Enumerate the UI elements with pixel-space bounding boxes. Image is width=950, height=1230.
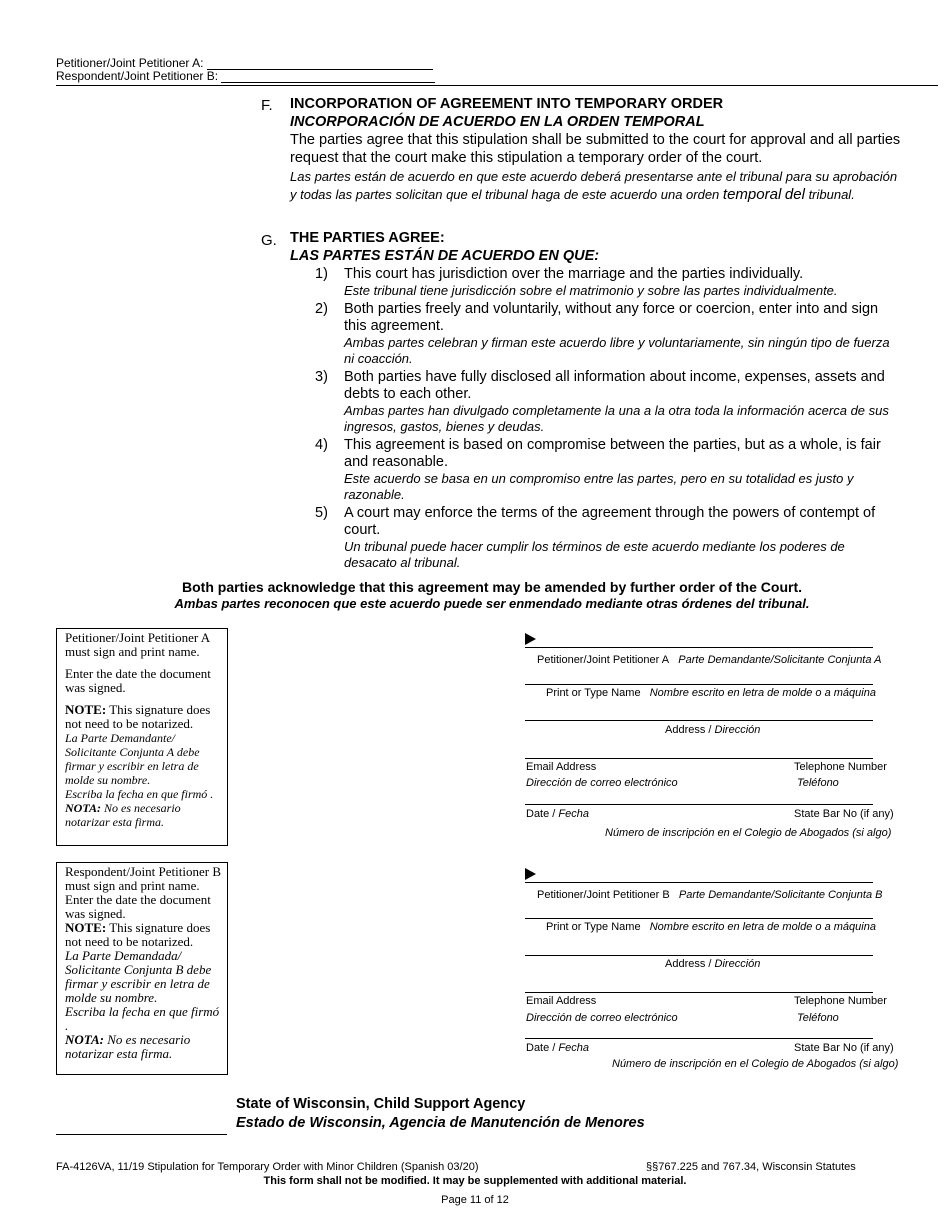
sig-a-phone-en: Telephone Number: [794, 761, 887, 773]
sig-b-address-es: Dirección: [714, 958, 761, 970]
acknowledgement: [0, 579, 950, 612]
sig-a-phone-es: Teléfono: [797, 777, 839, 789]
sig-a-print-en: Print or Type Name: [546, 687, 641, 699]
sig-b-party: [537, 889, 882, 902]
item-text-es: Este tribunal tiene jurisdicción sobre el matrimonio y sobre las partes individualmente.: [344, 283, 838, 298]
box-b-note-label: NOTE:: [65, 920, 107, 935]
sig-b-party-es: Parte Demandante/Solicitante Conjunta B: [678, 889, 883, 901]
sig-a-party: [537, 654, 881, 667]
item-text-es: Un tribunal puede hacer cumplir los términos de este acuerdo mediante los poderes de desacato al tribunal.: [344, 539, 845, 570]
section-f-title-es: INCORPORACIÓN DE ACUERDO EN LA ORDEN TEMPORAL: [290, 114, 705, 130]
sig-b-address: [665, 958, 760, 971]
section-g-header: [290, 230, 905, 265]
print-name-line-b[interactable]: [525, 918, 873, 919]
section-f-body-es-big-2: del: [784, 186, 805, 203]
agreement-item: [315, 505, 900, 571]
sig-a-party-en: Petitioner/Joint Petitioner A: [537, 654, 670, 666]
page-number: Page 11 of 12: [441, 1194, 509, 1206]
instruction-box-a: [56, 628, 228, 846]
acknowledgement-es: Ambas partes reconocen que este acuerdo puede ser enmendado mediante otras órdenes del tribunal.: [174, 596, 810, 611]
item-number: 2): [315, 301, 328, 317]
item-number: 1): [315, 266, 328, 282]
box-b-note-text: This signature does not need to be notarized.: [65, 920, 211, 949]
sig-a-party-es: Parte Demandante/Solicitante Conjunta A: [678, 654, 882, 666]
box-a-es-note-text: No es necesario notarizar esta firma.: [65, 801, 181, 829]
section-f-body-es-1: Las partes están de acuerdo en que este acuerdo deberá presentarse ante el tribunal para su aprobación y todas las partes solicitan que el tribunal haga de este acuerdo una orden: [290, 169, 898, 202]
sig-a-email-en: Email Address: [526, 761, 597, 773]
header-rule: [56, 85, 938, 86]
signature-line-a[interactable]: [525, 647, 873, 648]
box-b-es2: Escriba la fecha en que firmó .: [65, 1004, 220, 1033]
sig-b-party-en: Petitioner/Joint Petitioner B: [537, 889, 670, 901]
form-id: FA-4126VA, 11/19 Stipulation for Temporary Order with Minor Children (Spanish 03/20): [56, 1161, 479, 1173]
item-number: 5): [315, 505, 328, 521]
address-line-b[interactable]: [525, 955, 873, 956]
date-bar-line-b[interactable]: [525, 1038, 873, 1039]
petitioner-header-label: Petitioner/Joint Petitioner A:: [56, 56, 204, 70]
item-number: 4): [315, 437, 328, 453]
item-text-en: Both parties freely and voluntarily, without any force or coercion, enter into and sign this agreement.: [344, 301, 879, 334]
section-f-body-es-big-1: temporal: [722, 186, 782, 203]
respondent-name-blank[interactable]: [221, 71, 435, 83]
section-f-body-es-2: tribunal.: [808, 187, 855, 202]
sig-a-print-es: Nombre escrito en letra de molde o a máquina: [649, 687, 876, 699]
box-a-note: [65, 703, 223, 731]
box-b-es1: La Parte Demandada/ Solicitante Conjunta B debe firmar y escribir en letra de molde su nombre.: [65, 948, 212, 1005]
date-bar-line-a[interactable]: [525, 804, 873, 805]
box-a-p2: Enter the date the document was signed.: [65, 666, 211, 695]
signature-line-b[interactable]: [525, 882, 873, 883]
address-line-a[interactable]: [525, 720, 873, 721]
sign-here-arrow-icon: [525, 868, 536, 880]
box-b-p2: Enter the date the document was signed.: [65, 892, 211, 921]
sig-a-date-en: Date /: [526, 808, 556, 820]
box-b-es-note-text: No es necesario notarizar esta firma.: [65, 1032, 191, 1061]
section-g-title-es: LAS PARTES ESTÁN DE ACUERDO EN QUE:: [290, 248, 600, 264]
sig-b-date: [526, 1042, 589, 1055]
sig-a-bar-es: Número de inscripción en el Colegio de Abogados (si algo): [605, 827, 892, 839]
agreement-item: [315, 301, 900, 367]
box-b-es-note: [65, 1033, 223, 1061]
sig-a-bar-en: State Bar No (if any): [794, 808, 894, 820]
sig-b-bar-en: State Bar No (if any): [794, 1042, 894, 1054]
box-a-p1: Petitioner/Joint Petitioner A must sign and print name.: [65, 630, 210, 659]
item-text-en: This agreement is based on compromise between the parties, but as a whole, is fair and reasonable.: [344, 437, 881, 470]
respondent-header: [56, 70, 435, 83]
item-text-es: Ambas partes celebran y firman este acuerdo libre y voluntariamente, sin ningún tipo de fuerza ni coacción.: [344, 335, 890, 366]
item-text-en: A court may enforce the terms of the agreement through the powers of contempt of court.: [344, 505, 876, 538]
acknowledgement-en: Both parties acknowledge that this agreement may be amended by further order of the Court.: [182, 579, 802, 595]
agency-signature-line[interactable]: [56, 1134, 227, 1135]
box-b-p1: Respondent/Joint Petitioner B must sign and print name.: [65, 864, 221, 893]
section-f-body-en: The parties agree that this stipulation shall be submitted to the court for approval and all parties request that the court make this stipulation a temporary order of the court.: [290, 132, 901, 166]
agency-es: Estado de Wisconsin, Agencia de Manutención de Menores: [236, 1115, 645, 1131]
agreement-item: [315, 266, 900, 299]
item-number: 3): [315, 369, 328, 385]
item-text-en: This court has jurisdiction over the marriage and the parties individually.: [344, 266, 804, 282]
sign-here-arrow-icon: [525, 633, 536, 645]
sig-a-address-en: Address /: [665, 724, 712, 736]
box-a-es-note: [65, 801, 223, 829]
section-g-title-en: THE PARTIES AGREE:: [290, 230, 445, 246]
petitioner-name-blank[interactable]: [207, 58, 433, 70]
section-f-body-es: [290, 168, 905, 204]
statutes: §§767.225 and 767.34, Wisconsin Statutes: [646, 1161, 856, 1173]
item-text-es: Este acuerdo se basa en un compromiso entre las partes, pero en su totalidad es justo y razonable.: [344, 471, 854, 502]
email-phone-line-a[interactable]: [525, 758, 873, 759]
sig-b-email-en: Email Address: [526, 995, 597, 1007]
box-a-es-note-label: NOTA:: [65, 801, 101, 815]
section-f: [290, 96, 905, 204]
sig-b-print-en: Print or Type Name: [546, 921, 641, 933]
sig-b-date-en: Date /: [526, 1042, 556, 1054]
box-a-es2: Escriba la fecha en que firmó .: [65, 787, 214, 801]
respondent-header-label: Respondent/Joint Petitioner B:: [56, 69, 219, 83]
sig-a-address: [665, 724, 760, 737]
sig-b-phone-en: Telephone Number: [794, 995, 887, 1007]
agency-block: [236, 1095, 645, 1133]
box-a-es1: La Parte Demandante/ Solicitante Conjunta A debe firmar y escribir en letra de molde su nombre.: [65, 731, 200, 787]
sig-a-date-es: Fecha: [558, 808, 589, 820]
sig-b-print: [546, 921, 876, 934]
box-b-note: [65, 921, 223, 949]
sig-b-bar-es: Número de inscripción en el Colegio de Abogados (si algo): [612, 1058, 899, 1070]
sig-a-print: [546, 687, 876, 700]
item-text-en: Both parties have fully disclosed all information about income, expenses, assets and debts to each other.: [344, 369, 885, 402]
sig-b-email-es: Dirección de correo electrónico: [526, 1012, 678, 1024]
item-text-es: Ambas partes han divulgado completamente la una a la otra toda la información acerca de sus ingresos, gastos, bienes y deudas.: [344, 403, 889, 434]
sig-a-date: [526, 808, 589, 821]
sig-b-phone-es: Teléfono: [797, 1012, 839, 1024]
sig-b-address-en: Address /: [665, 958, 712, 970]
section-g-letter: G.: [261, 232, 277, 249]
footer-notice: This form shall not be modified. It may be supplemented with additional material.: [263, 1175, 687, 1187]
box-a-note-text: This signature does not need to be notarized.: [65, 702, 211, 731]
box-a-note-label: NOTE:: [65, 702, 107, 717]
agency-en: State of Wisconsin, Child Support Agency: [236, 1096, 526, 1112]
agreement-item: [315, 369, 900, 435]
sig-a-email-es: Dirección de correo electrónico: [526, 777, 678, 789]
sig-a-address-es: Dirección: [714, 724, 761, 736]
sig-b-date-es: Fecha: [558, 1042, 589, 1054]
section-f-letter: F.: [261, 97, 273, 114]
agreement-item: [315, 437, 900, 503]
email-phone-line-b[interactable]: [525, 992, 873, 993]
box-b-es-note-label: NOTA:: [65, 1032, 104, 1047]
instruction-box-b: [56, 862, 228, 1075]
section-f-title-en: INCORPORATION OF AGREEMENT INTO TEMPORARY ORDER: [290, 96, 724, 112]
sig-b-print-es: Nombre escrito en letra de molde o a máquina: [649, 921, 876, 933]
print-name-line-a[interactable]: [525, 684, 873, 685]
